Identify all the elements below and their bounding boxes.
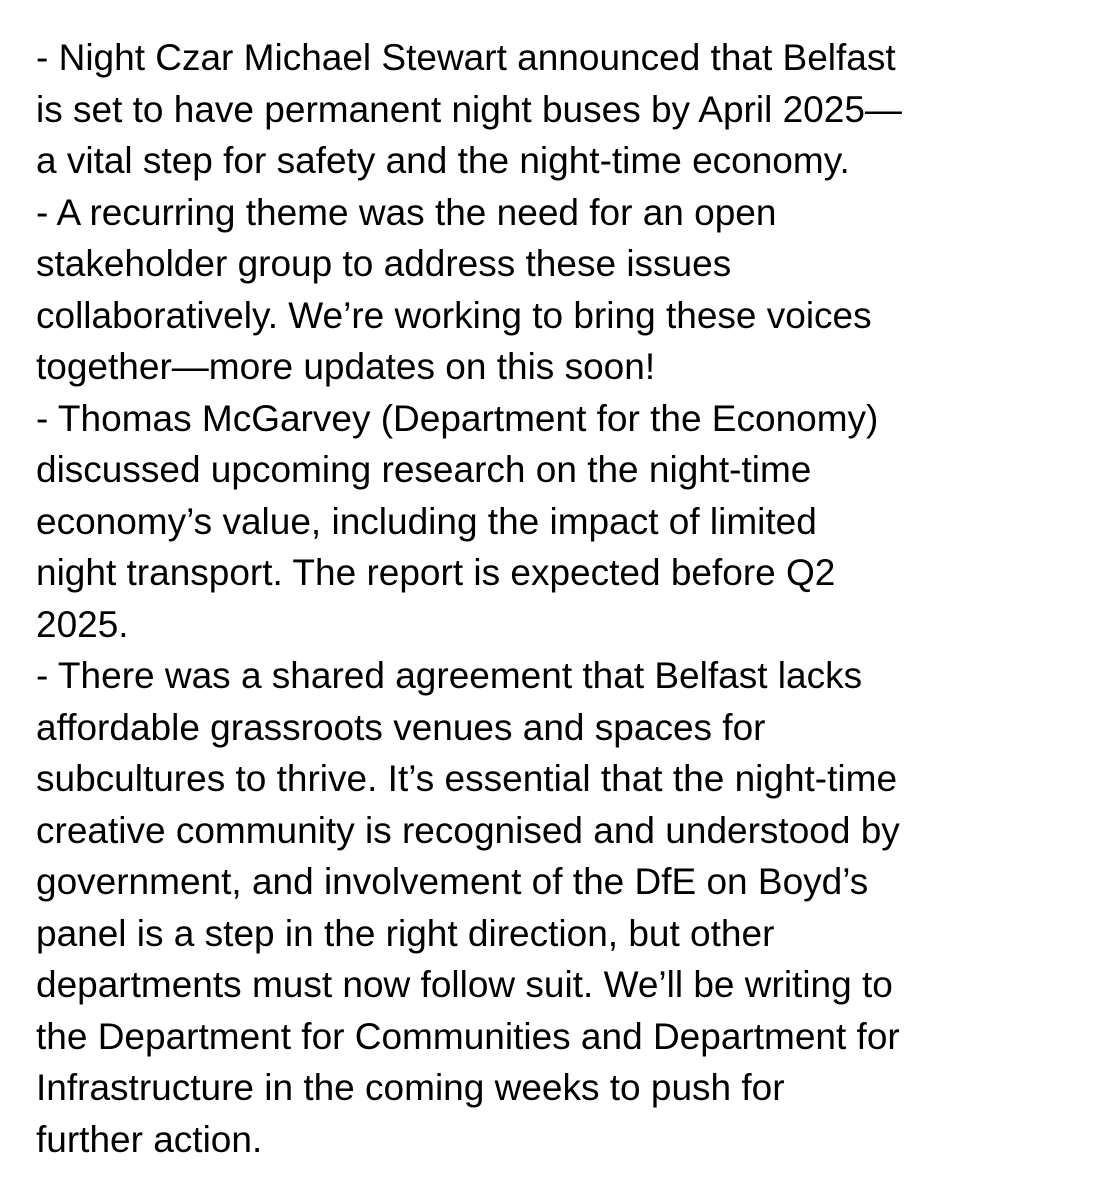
note-line: affordable grassroots venues and spaces for: [36, 706, 766, 748]
note-line: night transport. The report is expected before Q2: [36, 552, 836, 593]
note-body: [36, 32, 1086, 1165]
note-line: - Thomas McGarvey (Department for the Economy): [36, 397, 879, 439]
note-line: economy’s value, including the impact of limited: [36, 500, 817, 542]
note-line: - A recurring theme was the need for an open: [36, 191, 777, 233]
note-line: the Department for Communities and Department for: [36, 1015, 900, 1057]
note-line: - There was a shared agreement that Belfast lacks: [36, 655, 863, 696]
note-line: stakeholder group to address these issues: [36, 243, 732, 284]
note-line: creative community is recognised and understood by: [36, 809, 900, 851]
note-line: - Night Czar Michael Stewart announced that Belfast: [36, 37, 896, 78]
note-line: subcultures to thrive. It’s essential that the night-time: [36, 758, 898, 799]
note-line: departments must now follow suit. We’ll be writing to: [36, 964, 893, 1005]
note-line: a vital step for safety and the night-time economy.: [36, 140, 850, 181]
note-line: collaboratively. We’re working to bring these voices: [36, 294, 872, 336]
note-line: Infrastructure in the coming weeks to push for: [36, 1067, 785, 1108]
note-line: together—more updates on this soon!: [36, 346, 656, 387]
note-line: further action.: [36, 1118, 263, 1160]
note-line: panel is a step in the right direction, but other: [36, 912, 775, 954]
note-line: is set to have permanent night buses by April 2025—: [36, 88, 902, 130]
note-line: government, and involvement of the DfE on Boyd’s: [36, 861, 869, 902]
note-line: discussed upcoming research on the night-time: [36, 449, 812, 490]
note-line: 2025.: [36, 603, 129, 645]
